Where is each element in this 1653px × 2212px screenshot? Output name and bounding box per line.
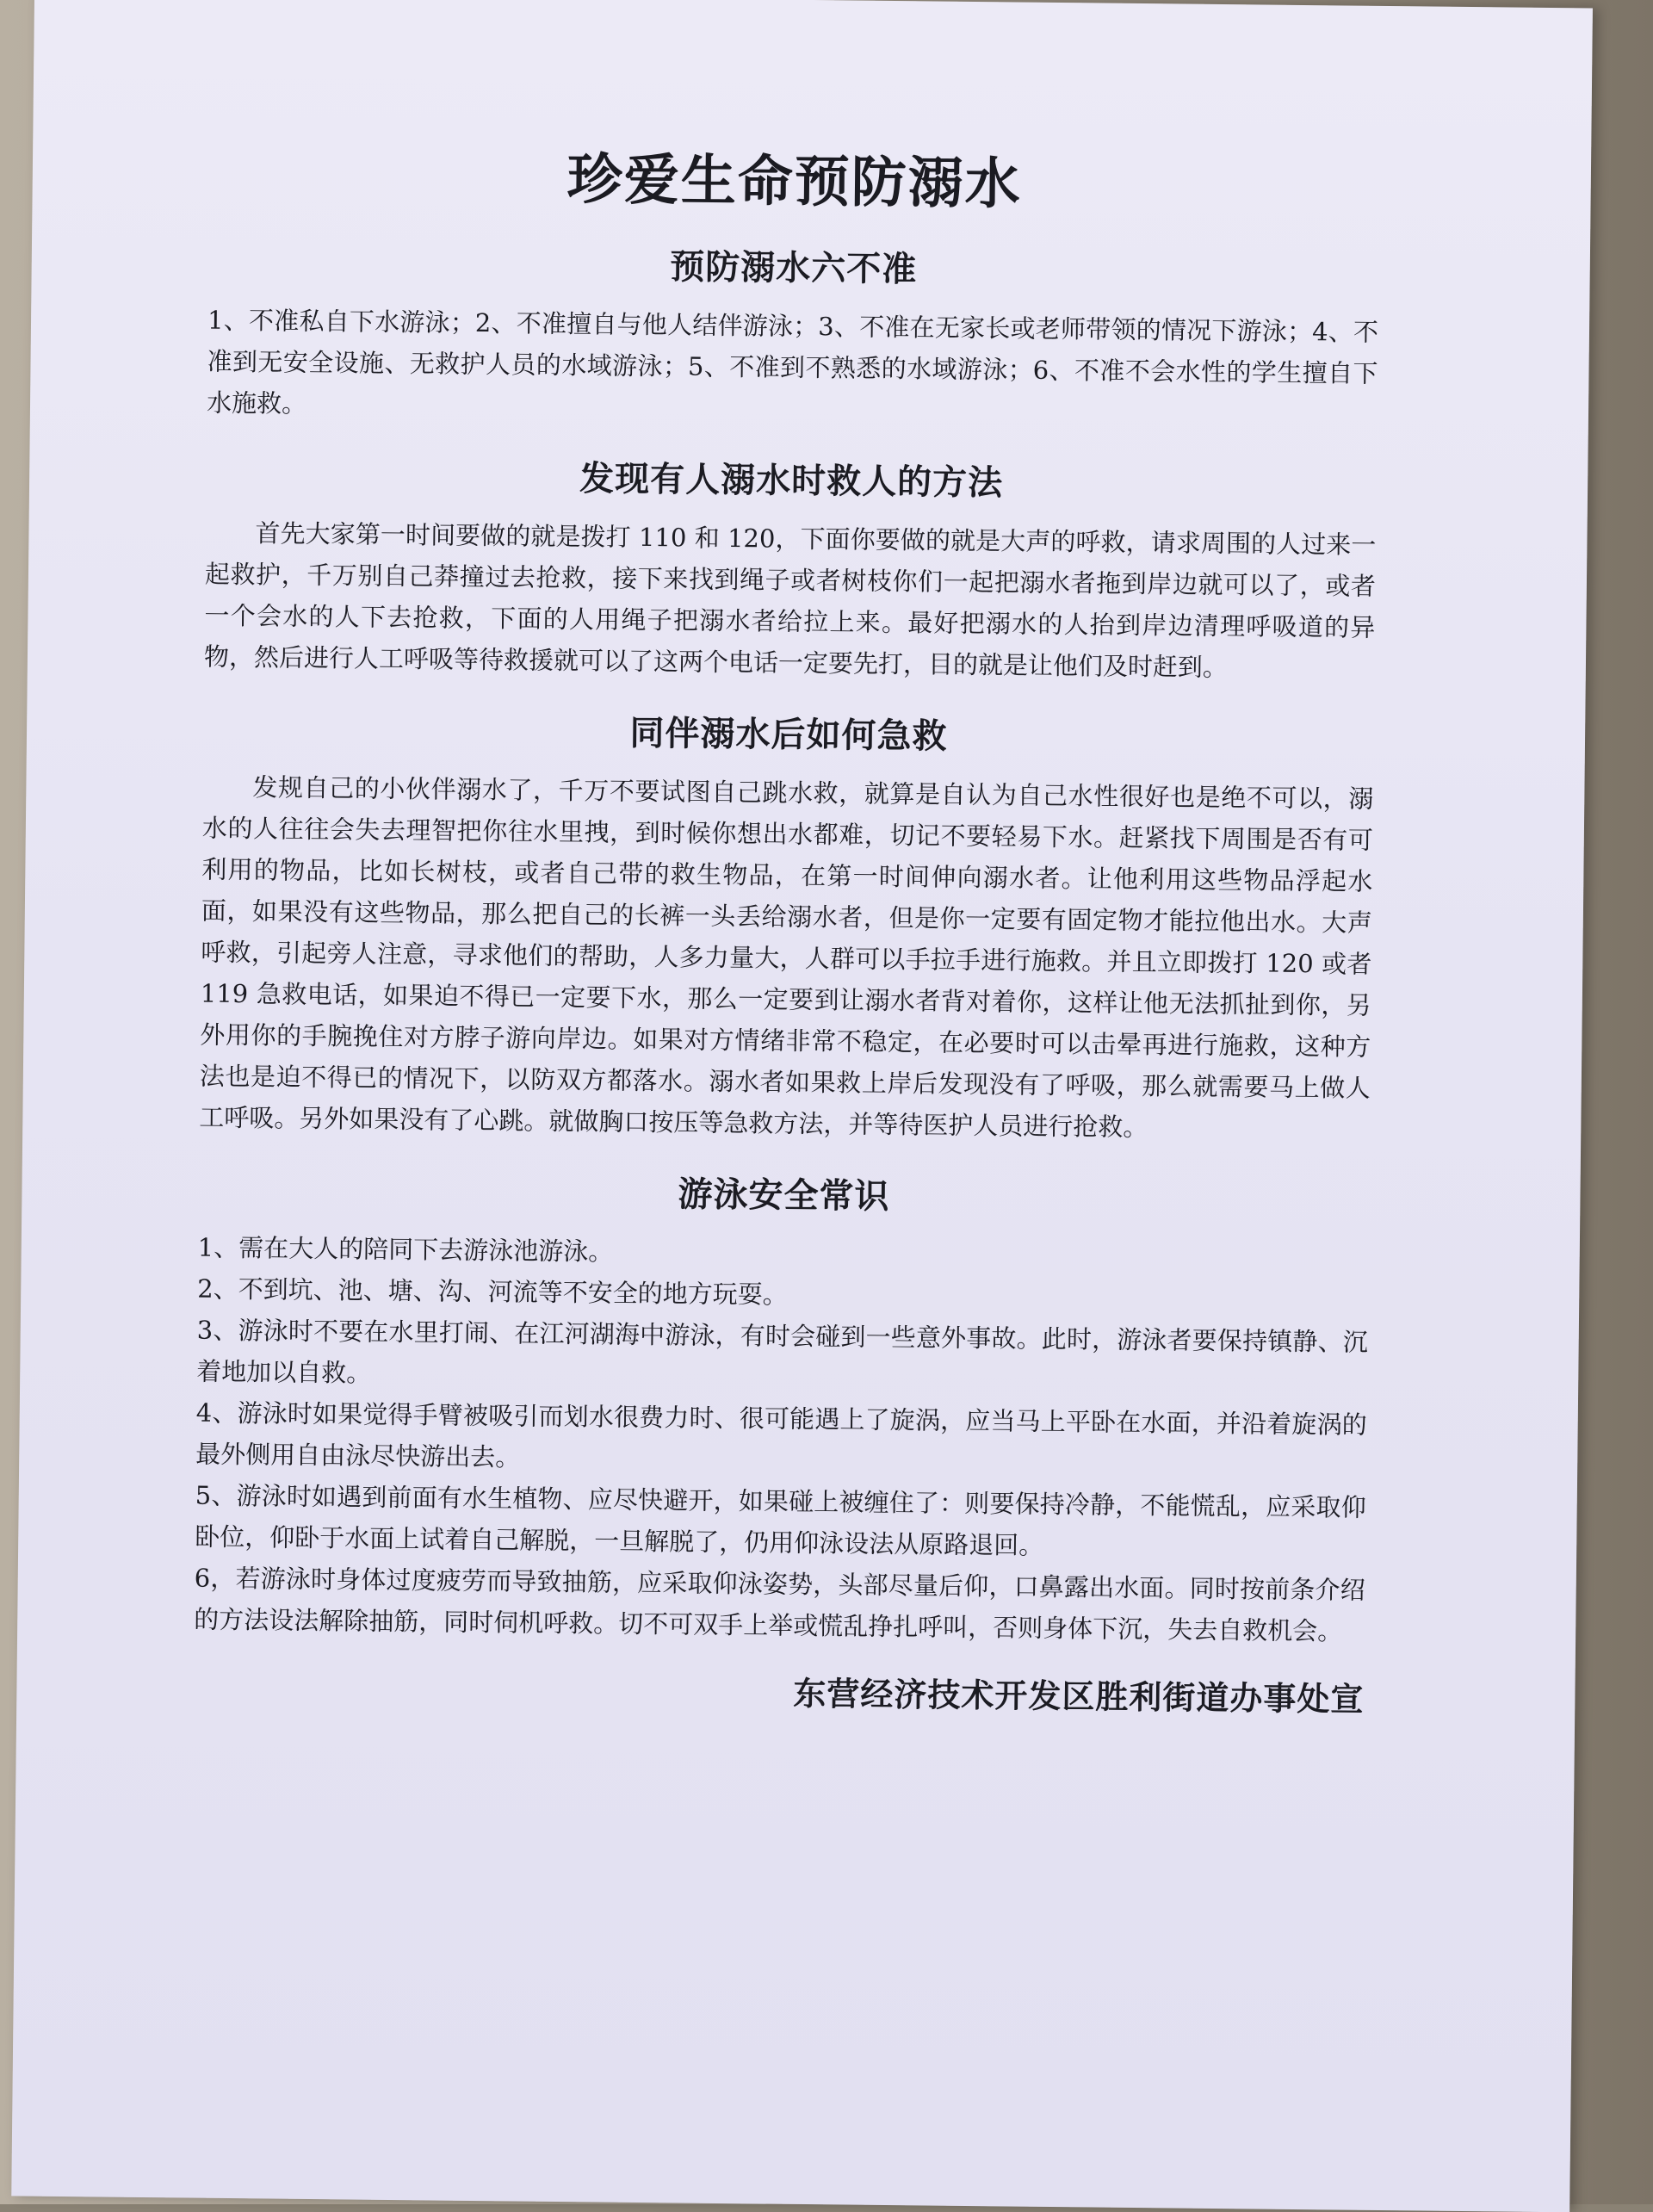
section-heading-six-rules: 预防溺水六不准 (670, 247, 918, 290)
swim-safety-list (194, 1227, 1369, 1652)
rescue-method-text: 首先大家第一时间要做的就是拨打 110 和 120，下面你要做的就是大声的呼救，请求周围的人过来一起救护，千万别自己莽撞过去抢救，接下来找到绳子或者树枝你们一起把溺水者拖到岸边就可以了，或者一个会水的人下去抢救，下面的人用绳子把溺水者给拉上来。最好把溺水的人抬到岸边清理呼吸道的异物，然后进行人工呼吸等待救援就可以了这两个电话一定要先打，目的就是让他们及时赶到。 (203, 518, 1377, 683)
issuer-signature: 东营经济技术开发区胜利街道办事处宣 (793, 1673, 1365, 1719)
paper-sheet (11, 0, 1593, 2212)
list-item: 3、游泳时不要在水里打闹、在江河湖海中游泳，有时会碰到一些意外事故。此时，游泳者要保持镇静、沉着地加以自救。 (196, 1315, 1368, 1388)
companion-first-aid-text: 发规自己的小伙伴溺水了，千万不要试图自己跳水救，就算是自认为自己水性很好也是绝不可以，溺水的人往往会失去理智把你往水里拽，到时候你想出水都难，切记不要轻易下水。赶紧找下周围是否有可利用的物品，比如长树枝，或者自己带的救生物品，在第一时间伸向溺水者。让他利用这些物品浮起水面，如果没有这些物品，那么把自己的长裤一头丢给溺水者，但是你一定要有固定物才能拉他出水。大声呼救，引起旁人注意，寻求他们的帮助，人多力量大，人群可以手拉手进行施救。并且立即拨打 120 或者 119 急救电话，如果迫不得已一定要下水，那么一定要到让溺水者背对着你，这样让他无法抓扯到你，另外用你的手腕挽住对方脖子游向岸边。如果对方情绪非常不稳定，在必要时可以击晕再进行施救，这种方法也是迫不得已的情况下，以防双方都落水。溺水者如果救上岸后发现没有了呼吸，那么就需要马上做人工呼吸。另外如果没有了心跳。就做胸口按压等急救方法，并等待医护人员进行抢救。 (199, 772, 1374, 1143)
section-heading-companion-first-aid: 同伴溺水后如何急救 (629, 713, 948, 757)
six-rules-text: 1、不准私自下水游泳；2、不准擅自与他人结伴游泳；3、不准在无家长或老师带领的情况下游泳；4、不准到无安全设施、无救护人员的水域游泳；5、不准到不熟悉的水域游泳；6、不准不会水性的学生擅自下水施救。 (206, 305, 1379, 418)
list-item: 5、游泳时如遇到前面有水生植物、应尽快避开，如果碰上被缠住了：则要保持冷静，不能慌乱，应采取仰卧位，仰卧于水面上试着自己解脱，一旦解脱了，仍用仰泳设法从原路退回。 (195, 1480, 1366, 1560)
section-heading-swim-safety: 游泳安全常识 (678, 1174, 890, 1218)
list-item: 4、游泳时如果觉得手臂被吸引而划水很费力时、很可能遇上了旋涡，应当马上平卧在水面，并沿着旋涡的最外侧用自由泳尽快游出去。 (195, 1397, 1367, 1472)
list-item: 1、需在大人的陪同下去游泳池游泳。 (197, 1232, 614, 1267)
list-item: 2、不到坑、池、塘、沟、河流等不安全的地方玩耍。 (197, 1273, 788, 1310)
list-item: 6，若游泳时身体过度疲劳而导致抽筋，应采取仰泳姿势，头部尽量后仰，口鼻露出水面。同时按前条介绍的方法设法解除抽筋，同时伺机呼救。切不可双手上举或慌乱挣扎呼叫，否则身体下沉，失去自救机会。 (194, 1563, 1365, 1646)
document-content (193, 132, 1380, 1720)
section-heading-rescue-method: 发现有人溺水时救人的方法 (579, 459, 1004, 504)
document-title: 珍爱生命预防溺水 (566, 147, 1023, 217)
